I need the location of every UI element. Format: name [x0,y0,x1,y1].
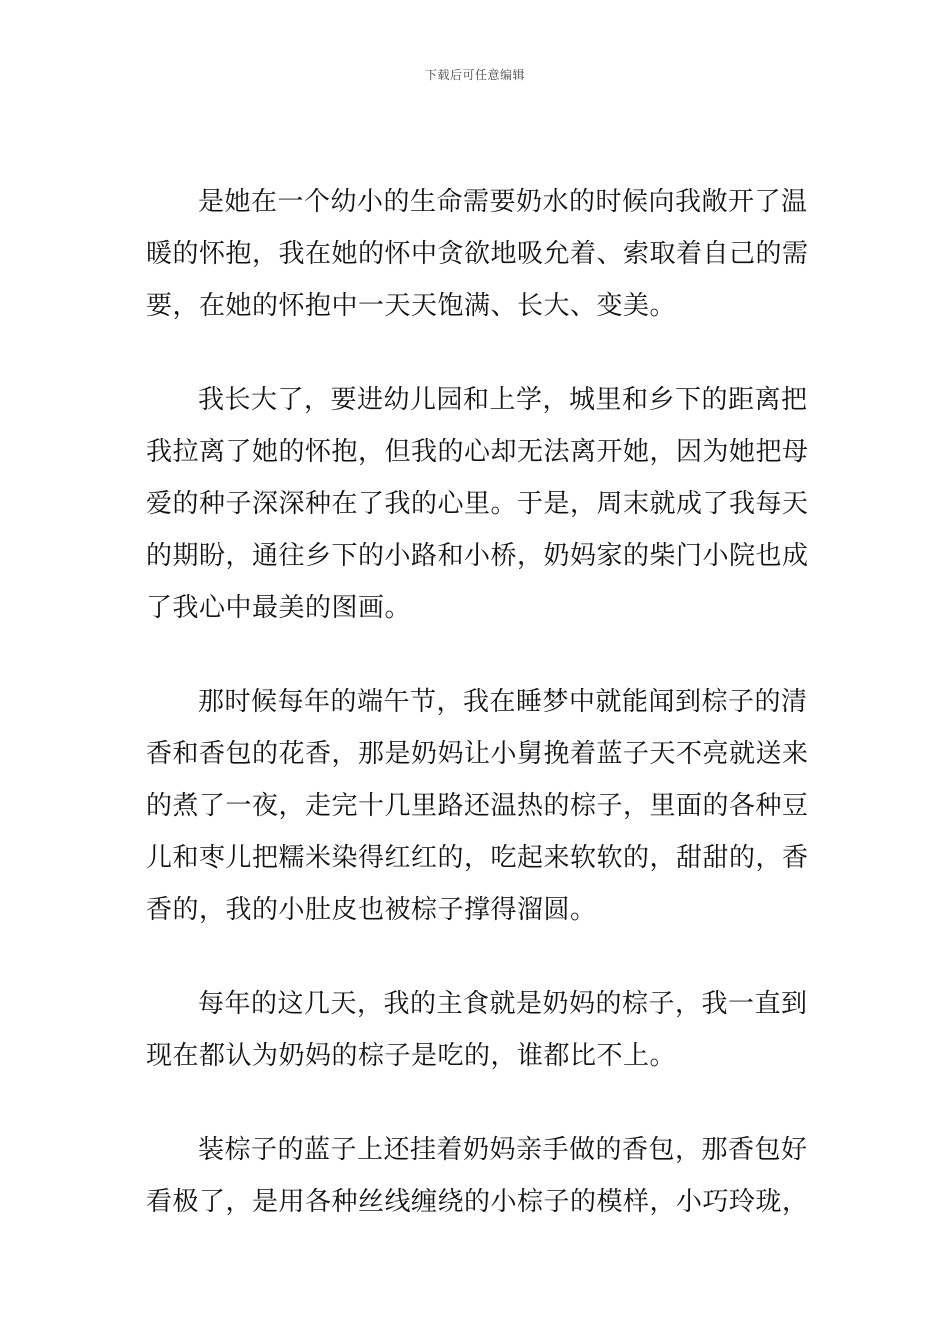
text-line: 装棕子的蓝子上还挂着奶妈亲手做的香包，那香包好 [198,1135,808,1165]
text-line: 我长大了，要进幼儿园和上学，城里和乡下的距离把 [198,385,808,415]
text-line: 要，在她的怀抱中一天天饱满、长大、变美。 [146,291,677,321]
text-line: 那时候每年的端午节，我在睡梦中就能闻到棕子的清 [198,687,808,717]
paragraph-4 [146,978,810,1082]
text-line: 的期盼，通往乡下的小路和小桥，奶妈家的柴门小院也成 [146,541,809,571]
paragraph-5 [146,1124,810,1228]
text-line: 每年的这几天，我的主食就是奶妈的棕子，我一直到 [198,989,808,1019]
text-line: 香的，我的小肚皮也被棕子撑得溜圆。 [146,895,597,925]
text-line: 看极了，是用各种丝线缠绕的小棕子的模样，小巧玲珑， [146,1187,809,1217]
text-line: 了我心中最美的图画。 [146,593,412,623]
text-line: 暖的怀抱，我在她的怀中贪欲地吸允着、索取着自己的需 [146,239,809,269]
paragraph-3 [146,676,810,936]
document-body [146,176,810,1270]
paragraph-1 [146,176,810,332]
text-line: 的煮了一夜，走完十几里路还温热的棕子，里面的各种豆 [146,791,809,821]
text-line: 是她在一个幼小的生命需要奶水的时候向我敞开了温 [198,187,808,217]
text-line: 香和香包的花香，那是奶妈让小舅挽着蓝子天不亮就送来 [146,739,809,769]
text-line: 我拉离了她的怀抱，但我的心却无法离开她，因为她把母 [146,437,809,467]
page-header-note: 下载后可任意编辑 [424,68,525,82]
paragraph-2 [146,374,810,634]
text-line: 爱的种子深深种在了我的心里。于是，周末就成了我每天 [146,489,809,519]
text-line: 现在都认为奶妈的棕子是吃的，谁都比不上。 [146,1041,677,1071]
text-line: 儿和枣儿把糯米染得红红的，吃起来软软的，甜甜的，香 [146,843,809,873]
